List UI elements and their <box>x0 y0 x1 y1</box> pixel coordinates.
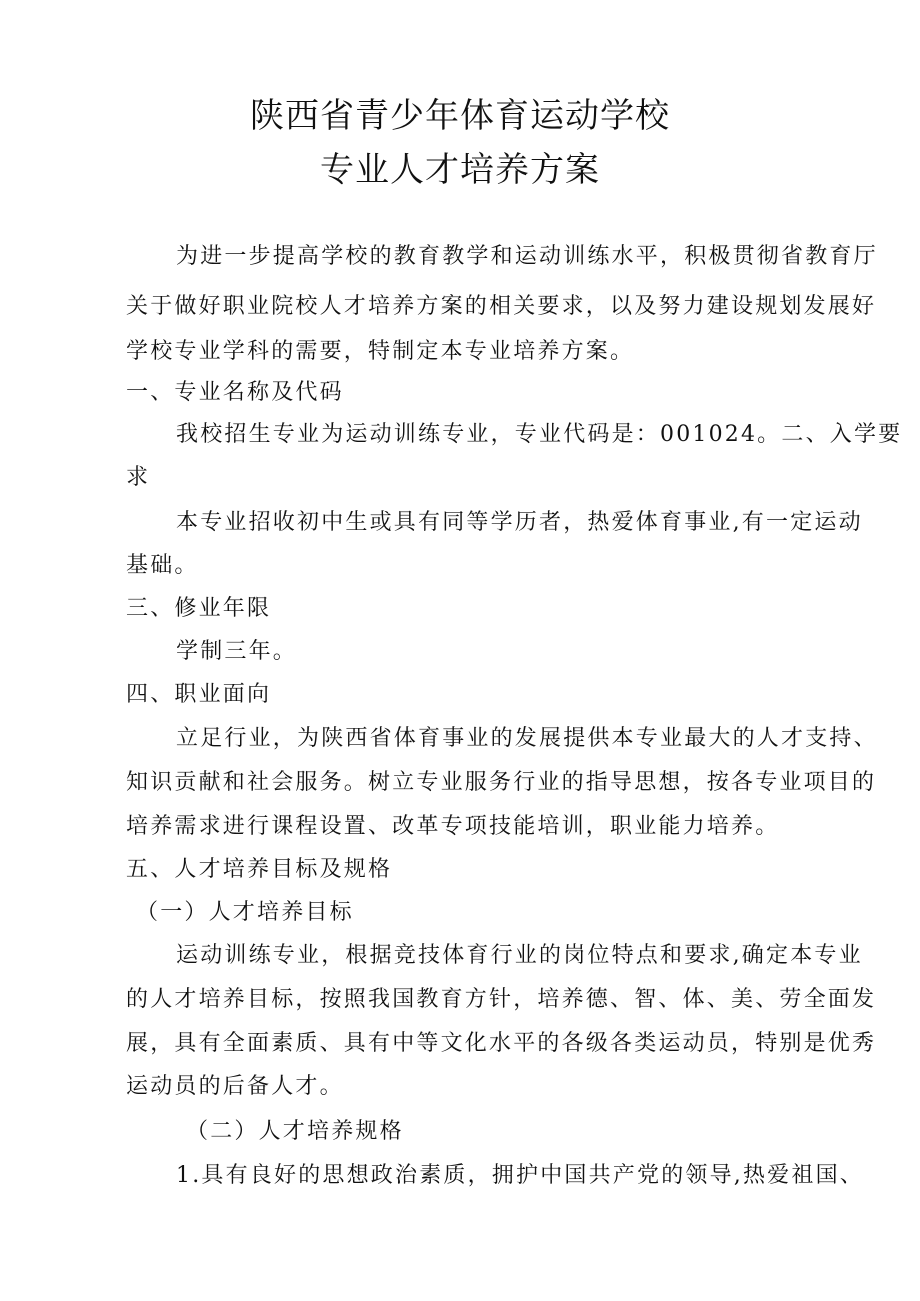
paragraph-line: 学制三年。 <box>176 639 298 664</box>
subsection-heading: （二）人才培养规格 <box>186 1119 404 1144</box>
paragraph-line: 的人才培养目标，按照我国教育方针，培养德、智、体、美、劳全面发 <box>126 987 877 1012</box>
paragraph-line: 1.具有良好的思想政治素质，拥护中国共产党的领导,热爱祖国、 <box>176 1163 864 1188</box>
paragraph-line: 运动训练专业，根据竞技体育行业的岗位特点和要求,确定本专业 <box>176 943 863 968</box>
paragraph-line: 为进一步提高学校的教育教学和运动训练水平，积极贯彻省教育厅 <box>176 244 878 269</box>
subsection-heading: （一）人才培养目标 <box>136 900 354 925</box>
paragraph-line: 知识贡献和社会服务。树立专业服务行业的指导思想，按各专业项目的 <box>126 770 877 795</box>
paragraph-line: 关于做好职业院校人才培养方案的相关要求，以及努力建设规划发展好 <box>126 294 877 319</box>
paragraph-line: 基础。 <box>126 553 199 578</box>
paragraph-line: 立足行业，为陕西省体育事业的发展提供本专业最大的人才支持、 <box>176 726 878 751</box>
paragraph-line: 展，具有全面素质、具有中等文化水平的各级各类运动员，特别是优秀 <box>126 1031 877 1056</box>
paragraph-line: 我校招生专业为运动训练专业，专业代码是：001024。二、入学要 <box>176 422 903 447</box>
section-heading: 五、人才培养目标及规格 <box>126 857 393 882</box>
section-heading: 四、职业面向 <box>126 682 272 707</box>
paragraph-line: 学校专业学科的需要，特制定本专业培养方案。 <box>126 339 635 364</box>
paragraph-line: 求 <box>126 465 151 490</box>
document-title-line-2: 专业人才培养方案 <box>320 150 600 190</box>
section-heading: 三、修业年限 <box>126 596 272 621</box>
paragraph-line: 运动员的后备人才。 <box>126 1074 344 1099</box>
document-title-line-1: 陕西省青少年体育运动学校 <box>250 96 670 136</box>
paragraph-line: 本专业招收初中生或具有同等学历者，热爱体育事业,有一定运动 <box>176 510 863 535</box>
section-heading: 一、专业名称及代码 <box>126 380 344 405</box>
paragraph-line: 培养需求进行课程设置、改革专项技能培训，职业能力培养。 <box>126 814 780 839</box>
